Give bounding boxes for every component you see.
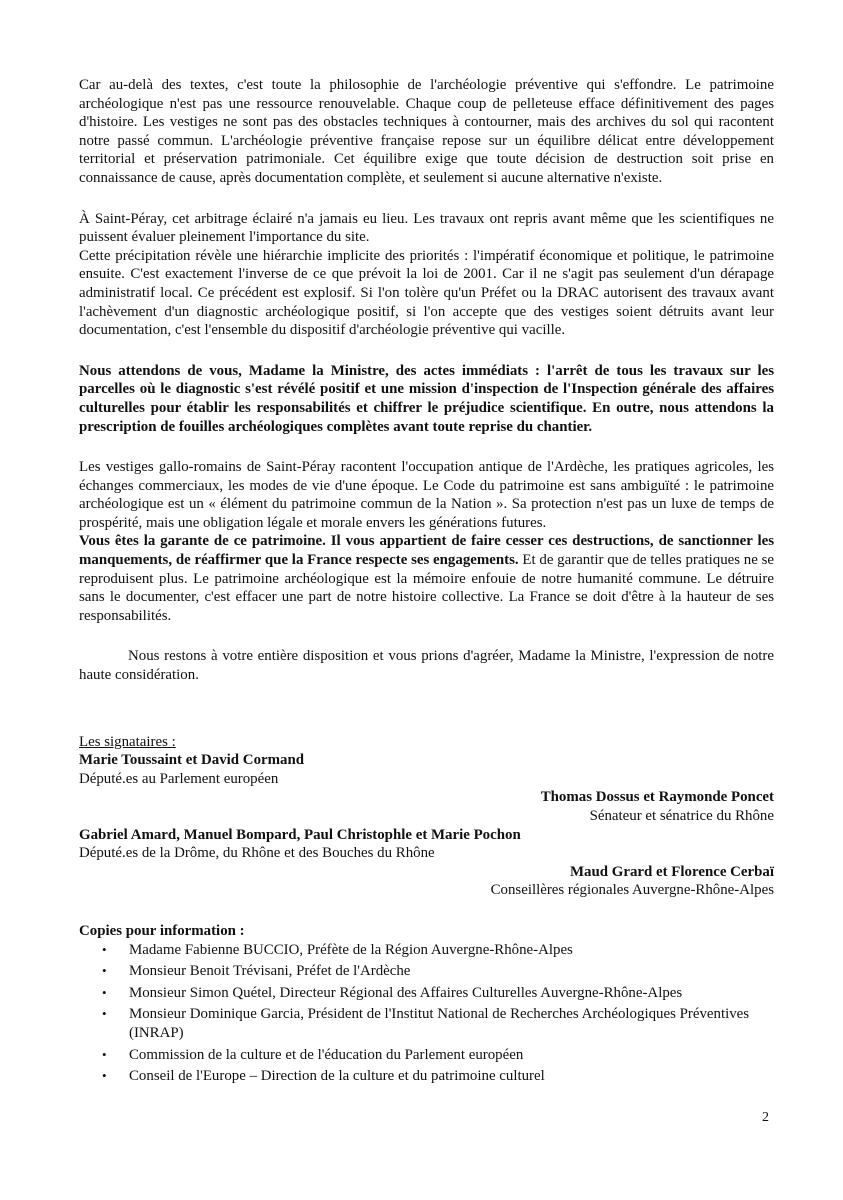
list-item: • Madame Fabienne BUCCIO, Préfète de la Région Auvergne-Rhône-Alpes (102, 941, 573, 958)
paragraph-vestiges: Les vestiges gallo-romains de Saint-Péray racontent l'occupation antique de l'Ardèche, les pratiques agricoles, les échanges commerciaux, les modes de vie d'une époque. Le Code du patrimoine est sans ambiguïté : le patrimoine archéologique est un « élément du patrimoine commun de la Nation ». Sa protection n'est pas un luxe de temps de prospérité, mais une obligation légale et morale envers les générations futures. (79, 459, 774, 531)
list-item: • Monsieur Simon Quétel, Directeur Régional des Affaires Culturelles Auvergne-Rhône-Alpes (102, 984, 683, 1001)
paragraph-demands: Nous attendons de vous, Madame la Ministre, des actes immédiats : l'arrêt de tous les travaux sur les parcelles où le diagnostic s'est révélé positif et une mission d'inspection de l'Inspection générale des affaires culturelles pour établir les responsabilités et chiffrer le préjudice scientifique. En outre, nous attendons la prescription de fouilles archéologiques complètes avant toute reprise du chantier. (79, 362, 774, 435)
closing-formula: Nous restons à votre entière disposition et vous prions d'agréer, Madame la Ministre, l'expression de notre haute considération. (79, 648, 774, 684)
list-item: • Monsieur Benoit Trévisani, Préfet de l'Ardèche (102, 963, 411, 980)
bullet-icon: • (102, 963, 107, 979)
signatory-title: Député.es au Parlement européen (79, 770, 279, 787)
bullet-icon: • (102, 1006, 107, 1022)
list-item: • Commission de la culture et de l'éducation du Parlement européen (102, 1046, 524, 1063)
bullet-icon: • (102, 984, 107, 1000)
copies-heading: Copies pour information : (79, 922, 245, 939)
signatory-names: Thomas Dossus et Raymonde Poncet (540, 789, 774, 806)
letter-body (79, 76, 774, 1089)
guarantor-text: Et de garantir que de telles pratiques ne se reproduisent plus. Le patrimoine archéologique est la mémoire enfouie de notre humanité commune. Le détruire sans le documenter, c'est effacer une part de notre histoire collective. La France se doit d'être à la hauteur de ses responsabilités. (79, 552, 774, 624)
list-item: • Conseil de l'Europe – Direction de la culture et du patrimoine culturel (102, 1068, 545, 1085)
signatory-names: Gabriel Amard, Manuel Bompard, Paul Christophle et Marie Pochon (79, 826, 521, 843)
list-item: • Monsieur Dominique Garcia, Président de l'Institut National de Recherches Archéologiques Préventives (INRAP) (102, 1006, 750, 1041)
guarantor-bold-text: Vous êtes la garante de ce patrimoine. Il vous appartient de faire cesser ces destructions, de sanctionner les manquements, de réaffirmer que la France respecte ses engagements. (79, 533, 774, 569)
signatory-title: Conseillères régionales Auvergne-Rhône-Alpes (490, 882, 774, 899)
bullet-icon: • (102, 1046, 107, 1062)
paragraph-precipitation: Cette précipitation révèle une hiérarchie implicite des priorités : l'impératif économique et politique, le patrimoine ensuite. C'est exactement l'inverse de ce que prévoit la loi de 2001. Car il ne s'agit pas seulement d'un dérapage administratif local. Ce précédent est explosif. Si l'on tolère qu'un Préfet ou la DRAC autorisent des travaux avant l'achèvement d'un diagnostic archéologique positif, si l'on accepte que des vestiges soient détruits avant leur documentation, c'est l'ensemble du dispositif d'archéologie préventive qui vacille. (79, 247, 774, 339)
signatories-block (79, 733, 774, 900)
signatory-names: Maud Grard et Florence Cerbaï (569, 863, 774, 880)
copies-list (79, 941, 774, 1086)
bullet-icon: • (102, 941, 107, 957)
paragraph-guarantor (79, 532, 774, 625)
paragraph-saint-peray: À Saint-Péray, cet arbitrage éclairé n'a jamais eu lieu. Les travaux ont repris avant même que les scientifiques ne puissent évaluer pleinement l'importance du site. (79, 210, 774, 246)
paragraph-philosophy: Car au-delà des textes, c'est toute la philosophie de l'archéologie préventive qui s'effondre. Le patrimoine archéologique n'est pas une ressource renouvelable. Chaque coup de pelleteuse efface définitivement des pages d'histoire. Les vestiges ne sont pas des obstacles techniques à contourner, mais des archives du sol qui racontent notre passé commun. L'archéologie préventive française repose sur un équilibre délicat entre développement territorial et préservation patrimoniale. Cet équilibre exige que toute décision de destruction soit prise en connaissance de cause, après documentation complète, et seulement si aucune alternative n'existe. (79, 77, 774, 186)
page-number: 2 (762, 1110, 769, 1125)
copies-block (79, 922, 774, 1086)
signatory-title: Sénateur et sénatrice du Rhône (589, 808, 774, 824)
signatory-title: Député.es de la Drôme, du Rhône et des Bouches du Rhône (79, 845, 435, 862)
signatory-names: Marie Toussaint et David Cormand (79, 752, 305, 769)
signatories-heading: Les signataires : (79, 733, 176, 750)
bullet-icon: • (102, 1068, 107, 1084)
